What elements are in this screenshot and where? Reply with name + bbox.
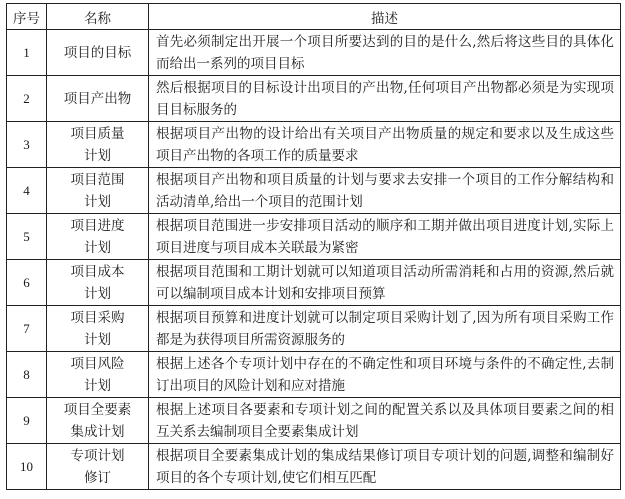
row-description: 根据上述各个专项计划中存在的不确定性和项目环境与条件的不确定性,去制订出项目的风险计划和应对措施 — [149, 352, 621, 398]
row-name-line: 项目范围 — [70, 171, 125, 188]
table-row — [7, 398, 621, 444]
row-description: 根据项目产出物和项目质量的计划与要求去安排一个项目的工作分解结构和活动清单,给出一个项目的范围计划 — [149, 168, 621, 214]
row-description: 根据项目全要素集成计划的集成结果修订项目专项计划的问题,调整和编制好项目的各个专项计划,使它们相互匹配 — [149, 444, 621, 490]
row-name-line: 项目采购 — [70, 309, 125, 326]
row-number: 5 — [7, 214, 47, 260]
table-row — [7, 122, 621, 168]
row-name-line: 计划 — [84, 285, 111, 302]
row-name — [47, 306, 149, 352]
page — [6, 3, 621, 490]
table-row — [7, 444, 621, 490]
row-number: 8 — [7, 352, 47, 398]
row-name-line: 计划 — [84, 147, 111, 164]
header-name: 名称 — [47, 4, 149, 30]
row-name — [47, 398, 149, 444]
row-description: 然后根据项目的目标设计出项目的产出物,任何项目产出物都必须是为实现项目目标服务的 — [149, 76, 621, 122]
project-plan-table — [6, 3, 621, 490]
row-description: 根据项目产出物的设计给出有关项目产出物质量的规定和要求以及生成这些项目产出物的各项工作的质量要求 — [149, 122, 621, 168]
row-description: 根据项目预算和进度计划就可以制定项目采购计划了,因为所有项目采购工作都是为获得项目所需资源服务的 — [149, 306, 621, 352]
table-row — [7, 168, 621, 214]
row-name-line: 项目全要素 — [63, 401, 132, 418]
row-name-line: 项目进度 — [70, 217, 125, 234]
row-name — [47, 122, 149, 168]
row-name-line: 计划 — [84, 377, 111, 394]
row-number: 10 — [7, 444, 47, 490]
row-description: 根据项目范围和工期计划就可以知道项目活动所需消耗和占用的资源,然后就可以编制项目成本计划和安排项目预算 — [149, 260, 621, 306]
row-number: 1 — [7, 30, 47, 76]
table-row — [7, 306, 621, 352]
row-name-line: 计划 — [84, 193, 111, 210]
row-name — [47, 214, 149, 260]
row-name-line: 项目风险 — [70, 355, 125, 372]
table-body — [7, 30, 621, 490]
header-row — [7, 4, 621, 30]
row-number: 9 — [7, 398, 47, 444]
row-name-line: 专项计划 — [70, 447, 125, 464]
row-name — [47, 168, 149, 214]
row-number: 3 — [7, 122, 47, 168]
table-row — [7, 352, 621, 398]
row-description: 首先必须制定出开展一个项目所要达到的目的是什么,然后将这些目的具体化而给出一系列的项目目标 — [149, 30, 621, 76]
row-name-line: 项目成本 — [70, 263, 125, 280]
table-row — [7, 76, 621, 122]
row-name-line: 计划 — [84, 239, 111, 256]
row-name-line: 集成计划 — [70, 423, 125, 440]
row-number: 4 — [7, 168, 47, 214]
row-name-line: 计划 — [84, 331, 111, 348]
table-row — [7, 260, 621, 306]
row-name — [47, 30, 149, 76]
row-name-line: 项目的目标 — [63, 44, 132, 61]
row-number: 6 — [7, 260, 47, 306]
table-row — [7, 30, 621, 76]
row-number: 7 — [7, 306, 47, 352]
row-number: 2 — [7, 76, 47, 122]
row-description: 根据上述项目各要素和专项计划之间的配置关系以及具体项目要素之间的相互关系去编制项目全要素集成计划 — [149, 398, 621, 444]
row-name — [47, 352, 149, 398]
table-row — [7, 214, 621, 260]
row-name — [47, 444, 149, 490]
header-num: 序号 — [7, 4, 47, 30]
row-name — [47, 260, 149, 306]
row-name-line: 修订 — [84, 469, 111, 486]
header-desc: 描述 — [149, 4, 621, 30]
row-description: 根据项目范围进一步安排项目活动的顺序和工期并做出项目进度计划,实际上项目进度与项目成本关联最为紧密 — [149, 214, 621, 260]
row-name — [47, 76, 149, 122]
row-name-line: 项目质量 — [70, 125, 125, 142]
row-name-line: 项目产出物 — [63, 90, 132, 107]
